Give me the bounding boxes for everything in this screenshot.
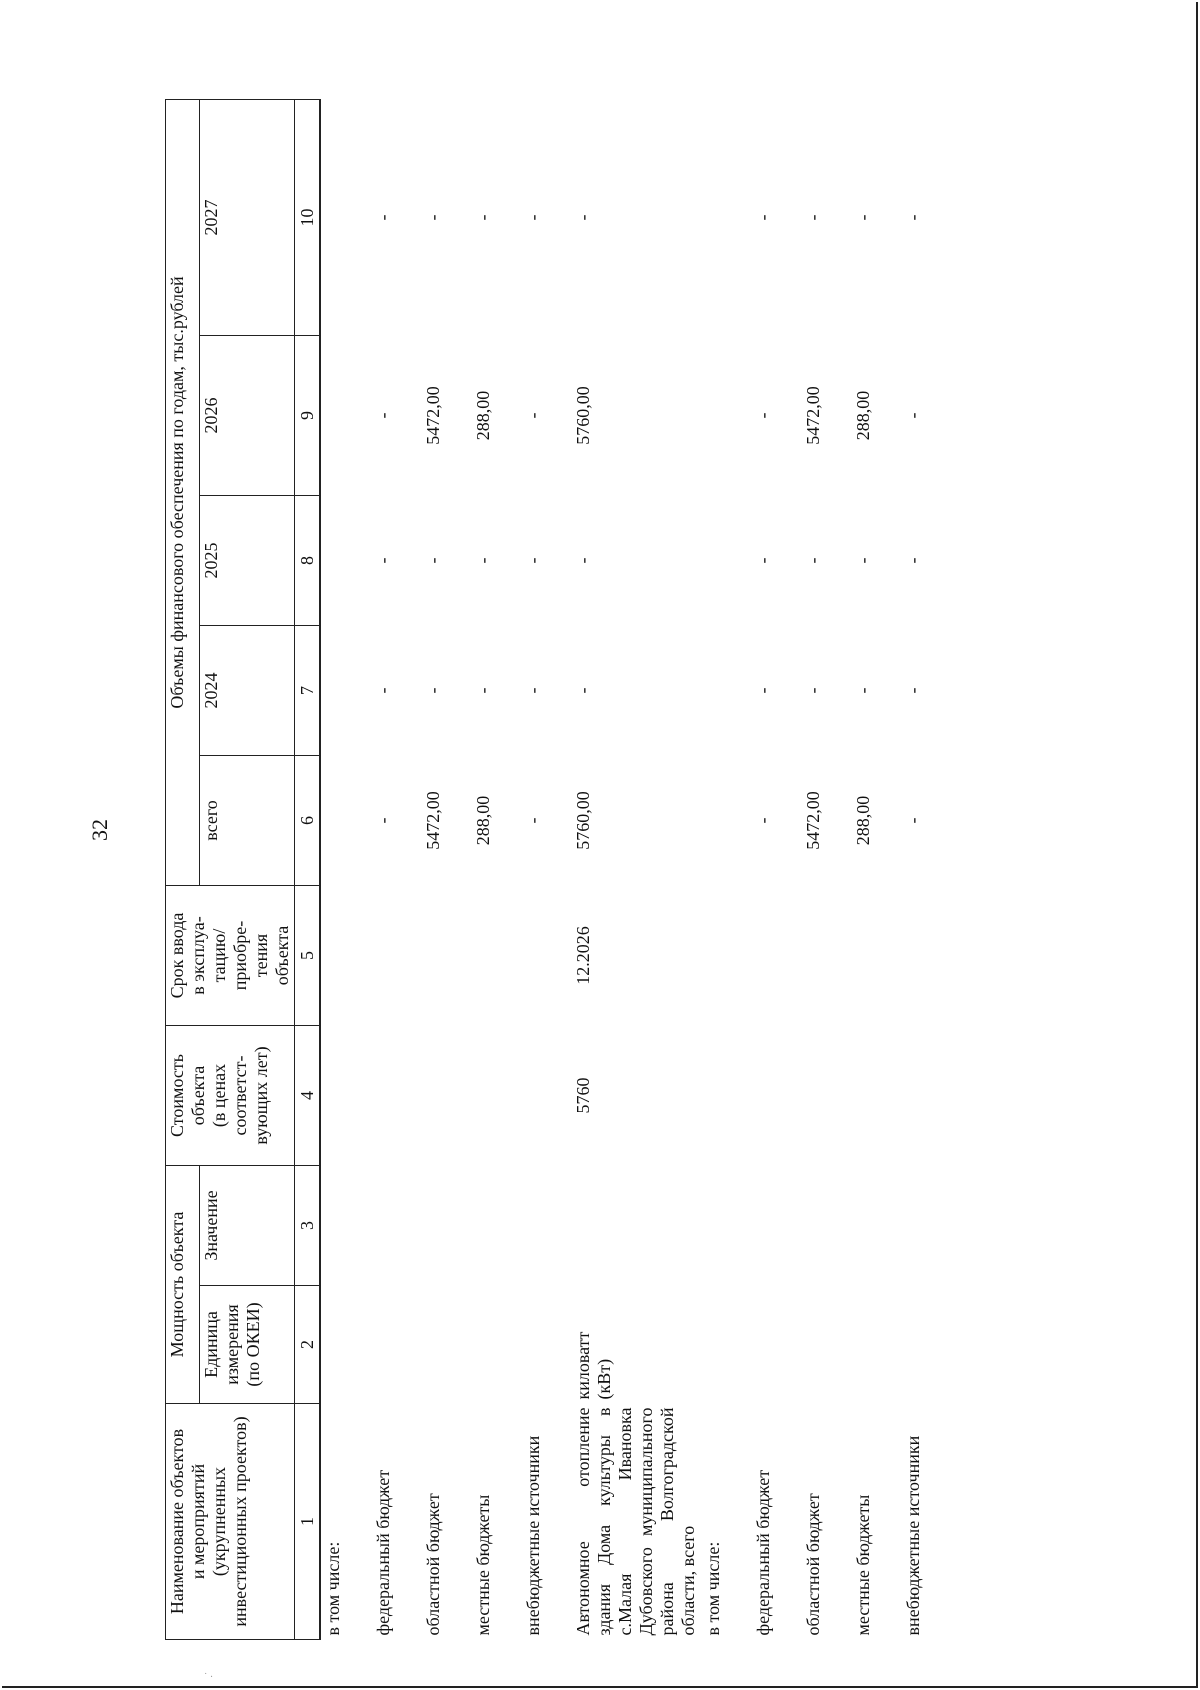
header-text: Единица bbox=[201, 1311, 222, 1378]
cell-name: внебюджетные источники bbox=[523, 1435, 543, 1636]
header-text: измерения bbox=[222, 1304, 243, 1385]
header-text: инвестиционных проектов) bbox=[230, 1416, 250, 1627]
cell-cost bbox=[421, 1026, 471, 1166]
header-col5 bbox=[166, 886, 295, 1026]
cell-2024: - bbox=[373, 687, 393, 694]
cell-term: 12.2026 bbox=[573, 926, 593, 985]
cell-name: в том числе: bbox=[323, 1541, 343, 1636]
header-text: объекта bbox=[272, 925, 292, 986]
cell-unit bbox=[751, 1286, 801, 1404]
cell-name: местные бюджеты bbox=[473, 1494, 493, 1636]
cell-2025 bbox=[701, 496, 751, 626]
cell-unit bbox=[701, 1286, 751, 1404]
cell-2024 bbox=[701, 626, 751, 756]
rotated-table-area bbox=[165, 100, 1175, 1640]
cell-term bbox=[320, 886, 371, 1026]
table-row bbox=[421, 100, 471, 1640]
table-row bbox=[801, 100, 851, 1640]
finance-table bbox=[165, 99, 951, 1640]
header-capacity-group: Мощность объекта bbox=[166, 1166, 200, 1404]
cell-cost bbox=[521, 1026, 571, 1166]
cell-unit bbox=[471, 1286, 521, 1404]
table-row bbox=[701, 100, 751, 1640]
table-row bbox=[471, 100, 521, 1640]
cell-value bbox=[521, 1166, 571, 1286]
cell-2025: - bbox=[803, 557, 823, 564]
header-text: тения bbox=[251, 933, 271, 978]
cell-2027: - bbox=[573, 214, 593, 221]
cell-2026: - bbox=[523, 412, 543, 419]
table-body bbox=[320, 100, 951, 1640]
cell-2026: 5760,00 bbox=[573, 386, 593, 445]
cell-value bbox=[751, 1166, 801, 1286]
cell-2025: - bbox=[573, 557, 593, 564]
column-number: 4 bbox=[295, 1026, 321, 1166]
cell-2024: - bbox=[903, 687, 923, 694]
cell-name: внебюджетные источники bbox=[903, 1435, 923, 1636]
cell-2024: - bbox=[423, 687, 443, 694]
header-text: Стоимость bbox=[167, 1054, 187, 1137]
header-text: и мероприятий (укрупненных bbox=[188, 1463, 229, 1580]
cell-2024: - bbox=[473, 687, 493, 694]
cell-total bbox=[320, 756, 371, 886]
cell-term bbox=[901, 886, 951, 1026]
table-header bbox=[166, 100, 321, 1640]
cell-2027: - bbox=[903, 214, 923, 221]
cell-value bbox=[801, 1166, 851, 1286]
column-number: 9 bbox=[295, 336, 321, 496]
cell-2024 bbox=[320, 626, 371, 756]
header-col2 bbox=[200, 1286, 295, 1404]
header-text: Наименование объектов bbox=[167, 1428, 187, 1615]
cell-2027: - bbox=[803, 214, 823, 221]
cell-value bbox=[571, 1166, 701, 1286]
header-text: (в ценах bbox=[209, 1063, 229, 1128]
cell-term bbox=[801, 886, 851, 1026]
cell-name: в том числе: bbox=[703, 1541, 723, 1636]
table-row bbox=[901, 100, 951, 1640]
table-row bbox=[320, 100, 371, 1640]
cell-cost bbox=[701, 1026, 751, 1166]
column-number: 2 bbox=[295, 1286, 321, 1404]
cell-unit bbox=[851, 1286, 901, 1404]
cell-term bbox=[421, 886, 471, 1026]
cell-total: - bbox=[903, 817, 923, 824]
cell-2025 bbox=[320, 496, 371, 626]
cell-2027: - bbox=[753, 214, 773, 221]
cell-2026: - bbox=[753, 412, 773, 419]
cell-unit bbox=[320, 1286, 371, 1404]
cell-2026: 288,00 bbox=[853, 390, 873, 441]
cell-cost: 5760 bbox=[573, 1077, 593, 1114]
cell-unit: киловатт (кВт) bbox=[573, 1331, 614, 1400]
header-text: (по ОКЕИ) bbox=[243, 1302, 264, 1387]
cell-2024: - bbox=[753, 687, 773, 694]
cell-name: областной бюджет bbox=[423, 1493, 443, 1636]
table-row-object bbox=[571, 100, 701, 1640]
cell-total: 288,00 bbox=[473, 795, 493, 846]
cell-2027 bbox=[701, 100, 751, 336]
header-text: тацию/ bbox=[209, 928, 229, 983]
header-col7: 2024 bbox=[200, 626, 295, 756]
cell-2025: - bbox=[853, 557, 873, 564]
header-text: приобре- bbox=[230, 920, 250, 991]
cell-2026: 5472,00 bbox=[803, 386, 823, 445]
cell-unit bbox=[421, 1286, 471, 1404]
cell-name: федеральный бюджет bbox=[753, 1469, 773, 1636]
cell-2027: - bbox=[423, 214, 443, 221]
table-row bbox=[751, 100, 801, 1640]
cell-cost bbox=[320, 1026, 371, 1166]
cell-2025: - bbox=[373, 557, 393, 564]
column-number: 5 bbox=[295, 886, 321, 1026]
header-text: в эксплуа- bbox=[188, 916, 208, 995]
cell-total: 5472,00 bbox=[423, 791, 443, 850]
table-row bbox=[521, 100, 571, 1640]
scan-speck: ˙ · bbox=[204, 1672, 214, 1683]
cell-total: - bbox=[753, 817, 773, 824]
cell-term bbox=[751, 886, 801, 1026]
cell-2025: - bbox=[753, 557, 773, 564]
header-col3: Значение bbox=[200, 1166, 295, 1286]
table-row bbox=[851, 100, 901, 1640]
header-col1 bbox=[166, 1404, 295, 1640]
cell-unit bbox=[901, 1286, 951, 1404]
column-number: 1 bbox=[295, 1404, 321, 1640]
cell-2025: - bbox=[423, 557, 443, 564]
cell-2027 bbox=[320, 100, 371, 336]
cell-term bbox=[471, 886, 521, 1026]
header-text: соответст- bbox=[230, 1055, 250, 1136]
header-text: вующих лет) bbox=[251, 1046, 271, 1145]
cell-2027: - bbox=[373, 214, 393, 221]
header-finance-group: Объемы финансового обеспечения по годам, тыс.рублей bbox=[166, 100, 200, 886]
cell-2025: - bbox=[903, 557, 923, 564]
header-col6: всего bbox=[200, 756, 295, 886]
cell-value bbox=[901, 1166, 951, 1286]
cell-2027: - bbox=[523, 214, 543, 221]
cell-cost bbox=[801, 1026, 851, 1166]
cell-2026: 288,00 bbox=[473, 390, 493, 441]
cell-name: Автономное отопление здания Дома культуры в с.Малая Ивановка Дубовского муниципального района Волгоградской области, всего bbox=[573, 1407, 698, 1636]
cell-cost bbox=[751, 1026, 801, 1166]
cell-name: областной бюджет bbox=[803, 1493, 823, 1636]
column-number: 10 bbox=[295, 100, 321, 336]
column-number: 7 bbox=[295, 626, 321, 756]
cell-2027: - bbox=[853, 214, 873, 221]
cell-2025: - bbox=[473, 557, 493, 564]
cell-2026 bbox=[320, 336, 371, 496]
cell-cost bbox=[371, 1026, 421, 1166]
cell-total: - bbox=[373, 817, 393, 824]
column-number: 8 bbox=[295, 496, 321, 626]
column-number: 6 bbox=[295, 756, 321, 886]
header-text: Срок ввода bbox=[167, 912, 187, 999]
column-number: 3 bbox=[295, 1166, 321, 1286]
cell-2024: - bbox=[853, 687, 873, 694]
cell-value bbox=[851, 1166, 901, 1286]
cell-2024: - bbox=[573, 687, 593, 694]
cell-2026: - bbox=[373, 412, 393, 419]
cell-2025: - bbox=[523, 557, 543, 564]
cell-2026: - bbox=[903, 412, 923, 419]
cell-2026 bbox=[701, 336, 751, 496]
header-col9: 2026 bbox=[200, 336, 295, 496]
cell-value bbox=[320, 1166, 371, 1286]
cell-value bbox=[371, 1166, 421, 1286]
cell-unit bbox=[521, 1286, 571, 1404]
header-col8: 2025 bbox=[200, 496, 295, 626]
cell-term bbox=[521, 886, 571, 1026]
cell-total: 288,00 bbox=[853, 795, 873, 846]
cell-term bbox=[371, 886, 421, 1026]
cell-name: федеральный бюджет bbox=[373, 1469, 393, 1636]
page-number: 32 bbox=[87, 819, 112, 841]
cell-term bbox=[701, 886, 751, 1026]
cell-unit bbox=[801, 1286, 851, 1404]
cell-total: 5760,00 bbox=[573, 791, 593, 850]
cell-value bbox=[421, 1166, 471, 1286]
cell-2026: 5472,00 bbox=[423, 386, 443, 445]
cell-total bbox=[701, 756, 751, 886]
cell-2024: - bbox=[523, 687, 543, 694]
cell-2024: - bbox=[803, 687, 823, 694]
cell-value bbox=[701, 1166, 751, 1286]
cell-cost bbox=[851, 1026, 901, 1166]
cell-name: местные бюджеты bbox=[853, 1494, 873, 1636]
cell-cost bbox=[471, 1026, 521, 1166]
header-col4 bbox=[166, 1026, 295, 1166]
cell-total: 5472,00 bbox=[803, 791, 823, 850]
cell-total: - bbox=[523, 817, 543, 824]
header-col10: 2027 bbox=[200, 100, 295, 336]
cell-unit bbox=[371, 1286, 421, 1404]
cell-value bbox=[471, 1166, 521, 1286]
cell-2027: - bbox=[473, 214, 493, 221]
column-numbers-row bbox=[295, 100, 321, 1640]
header-text: объекта bbox=[188, 1065, 208, 1126]
cell-cost bbox=[901, 1026, 951, 1166]
table-row bbox=[371, 100, 421, 1640]
cell-term bbox=[851, 886, 901, 1026]
